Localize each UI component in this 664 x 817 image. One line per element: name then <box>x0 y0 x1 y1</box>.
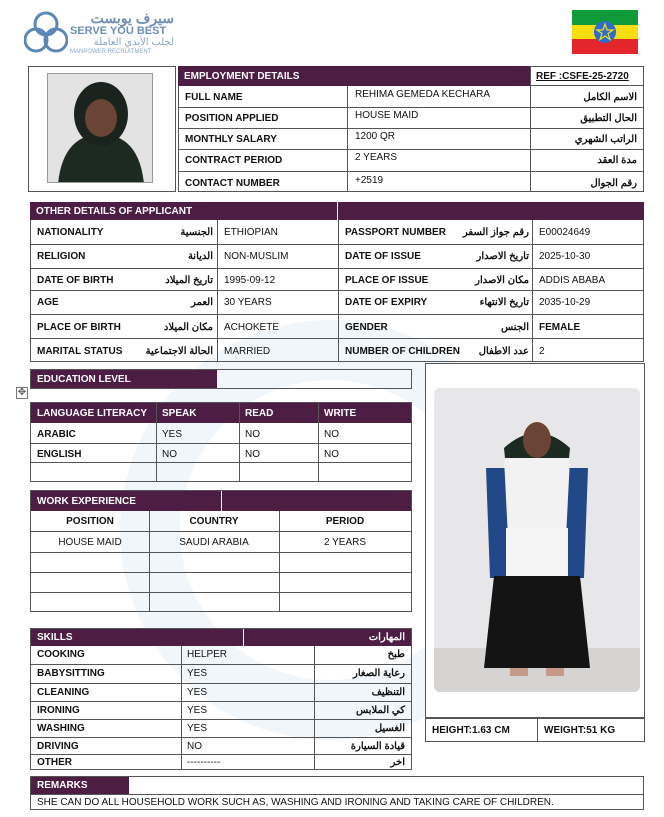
date-of-expiry-arabic: تاريخ الانتهاء <box>479 297 529 308</box>
section-title: EDUCATION LEVEL <box>37 374 131 385</box>
read-value: NO <box>245 429 260 440</box>
monthly-salary-label: MONTHLY SALARY <box>185 134 277 145</box>
age-arabic: العمر <box>191 297 213 308</box>
position-applied-value: HOUSE MAID <box>355 110 419 121</box>
skill-value: YES <box>187 705 208 716</box>
height-weight-row <box>425 718 645 742</box>
position-header-cell: POSITION <box>66 516 114 527</box>
full-name-arabic: الاسم الكامل <box>583 92 637 103</box>
nationality-value: ETHIOPIAN <box>224 227 278 238</box>
table-move-handle-icon[interactable]: ✥ <box>17 387 27 398</box>
age-label: AGE <box>37 297 59 308</box>
height-value: HEIGHT:1.63 CM <box>432 725 510 736</box>
number-of-children-arabic: عدد الاطفال <box>478 346 529 357</box>
place-of-issue-arabic: مكان الاصدار <box>475 275 529 286</box>
place-of-birth-label: PLACE OF BIRTH <box>37 322 121 333</box>
gender-label: GENDER <box>345 322 388 333</box>
place-of-birth-value: ACHOKETE <box>224 322 280 333</box>
passport-number-value: E00024649 <box>539 227 591 238</box>
number-of-children-label: NUMBER OF CHILDREN <box>345 346 460 357</box>
period-value: 2 YEARS <box>323 537 367 548</box>
skill-arabic: الغسيل <box>374 723 405 734</box>
place-of-birth-arabic: مكان الميلاد <box>163 322 213 333</box>
skill-value: YES <box>187 723 208 734</box>
language-name: ENGLISH <box>37 449 82 460</box>
contact-number-value: +2519 <box>355 175 384 186</box>
company-logo: سيرف يوبست SERVE YOU BEST لجلب الأيدي العاملة MANPOWER RECRUITMENT <box>24 10 174 60</box>
contact-number-arabic: رقم الجوال <box>590 178 637 189</box>
skill-label: CLEANING <box>37 687 90 698</box>
section-title: REMARKS <box>37 780 88 791</box>
read-header-cell: READ <box>245 408 274 419</box>
date-of-issue-value: 2025-10-30 <box>539 251 591 262</box>
ethiopia-flag <box>572 10 638 54</box>
skill-value: HELPER <box>187 649 228 660</box>
skill-arabic: طبخ <box>387 649 405 660</box>
nationality-label: NATIONALITY <box>37 227 104 238</box>
language-name: ARABIC <box>37 429 76 440</box>
position-applied-label: POSITION APPLIED <box>185 113 279 124</box>
skill-label: BABYSITTING <box>37 668 105 679</box>
place-of-issue-label: PLACE OF ISSUE <box>345 275 429 286</box>
speak-header-cell: SPEAK <box>162 408 197 419</box>
write-value: NO <box>324 429 339 440</box>
place-of-issue-value: ADDIS ABABA <box>539 275 606 286</box>
logo-knot-icon <box>24 10 68 56</box>
write-value: NO <box>324 449 339 460</box>
employment-details-section <box>178 66 644 192</box>
full-body-photo-frame <box>425 363 645 718</box>
remarks-section <box>30 776 644 810</box>
age-value: 30 YEARS <box>224 297 272 308</box>
skill-label: IRONING <box>37 705 80 716</box>
full-name-label: FULL NAME <box>185 92 243 103</box>
language-header-cell: LANGUAGE LITERACY <box>37 408 147 419</box>
date-of-birth-arabic: تاريخ الميلاد <box>165 275 213 286</box>
country-value: SAUDI ARABIA <box>179 537 249 548</box>
section-title: EMPLOYMENT DETAILS <box>184 71 300 82</box>
portrait-photo-frame <box>28 66 176 192</box>
skill-arabic: كي الملابس <box>356 705 405 716</box>
reference-number: REF :CSFE-25-2720 <box>536 71 629 82</box>
language-literacy-table <box>30 402 412 482</box>
skill-arabic: التنظيف <box>371 687 405 698</box>
religion-label: RELIGION <box>37 251 86 262</box>
work-experience-table <box>30 490 412 612</box>
gender-value: FEMALE <box>539 322 581 333</box>
skill-value: ---------- <box>187 757 221 768</box>
gender-arabic: الجنس <box>500 322 529 333</box>
position-value: HOUSE MAID <box>58 537 122 548</box>
skills-table <box>30 628 412 770</box>
contact-number-label: CONTACT NUMBER <box>185 178 280 189</box>
skill-label: COOKING <box>37 649 85 660</box>
contract-period-arabic: مدة العقد <box>597 155 637 166</box>
contract-period-label: CONTRACT PERIOD <box>185 155 283 166</box>
date-of-expiry-label: DATE OF EXPIRY <box>345 297 428 308</box>
portrait-photo <box>47 73 153 183</box>
skill-arabic: رعاية الصغار <box>353 668 405 679</box>
read-value: NO <box>245 449 260 460</box>
remarks-text: SHE CAN DO ALL HOUSEHOLD WORK SUCH AS, WASHING AND IRONING AND TAKING CARE OF CHILDREN. <box>37 797 554 808</box>
religion-arabic: الديانة <box>187 251 213 262</box>
marital-status-value: MARRIED <box>224 346 271 357</box>
contract-period-value: 2 YEARS <box>355 152 398 163</box>
section-title-arabic: المهارات <box>368 632 405 643</box>
skill-value: NO <box>187 741 202 752</box>
period-header-cell: PERIOD <box>325 516 365 527</box>
education-level-section <box>30 369 412 389</box>
skill-label: DRIVING <box>37 741 79 752</box>
country-header-cell: COUNTRY <box>189 516 239 527</box>
full-body-photo <box>434 388 640 692</box>
date-of-birth-label: DATE OF BIRTH <box>37 275 114 286</box>
full-name-value: REHIMA GEMEDA KECHARA <box>355 89 491 100</box>
nationality-arabic: الجنسية <box>180 227 213 238</box>
weight-value: WEIGHT:51 KG <box>544 725 616 736</box>
speak-value: NO <box>162 449 177 460</box>
position-applied-arabic: الحال التطبيق <box>580 113 637 124</box>
skill-label: OTHER <box>37 757 72 768</box>
date-of-issue-label: DATE OF ISSUE <box>345 251 421 262</box>
star-emblem-icon <box>594 21 616 43</box>
skill-arabic: اخر <box>390 757 405 768</box>
section-title: SKILLS <box>37 632 73 643</box>
date-of-issue-arabic: تاريخ الاصدار <box>476 251 529 262</box>
religion-value: NON-MUSLIM <box>224 251 289 262</box>
skill-value: YES <box>187 687 208 698</box>
monthly-salary-arabic: الراتب الشهري <box>574 134 637 145</box>
speak-value: YES <box>162 429 183 440</box>
skill-value: YES <box>187 668 208 679</box>
number-of-children-value: 2 <box>539 346 545 357</box>
date-of-birth-value: 1995-09-12 <box>224 275 276 286</box>
marital-status-label: MARITAL STATUS <box>37 346 123 357</box>
passport-number-label: PASSPORT NUMBER <box>345 227 446 238</box>
marital-status-arabic: الحالة الاجتماعية <box>145 346 213 357</box>
skill-label: WASHING <box>37 723 85 734</box>
section-title: WORK EXPERIENCE <box>37 496 136 507</box>
monthly-salary-value: 1200 QR <box>355 131 396 142</box>
section-title: OTHER DETAILS OF APPLICANT <box>36 206 193 217</box>
other-details-section <box>30 202 644 362</box>
skill-arabic: قيادة السيارة <box>350 741 405 752</box>
passport-number-arabic: رقم جواز السفر <box>462 227 529 238</box>
write-header-cell: WRITE <box>324 408 357 419</box>
date-of-expiry-value: 2035-10-29 <box>539 297 591 308</box>
